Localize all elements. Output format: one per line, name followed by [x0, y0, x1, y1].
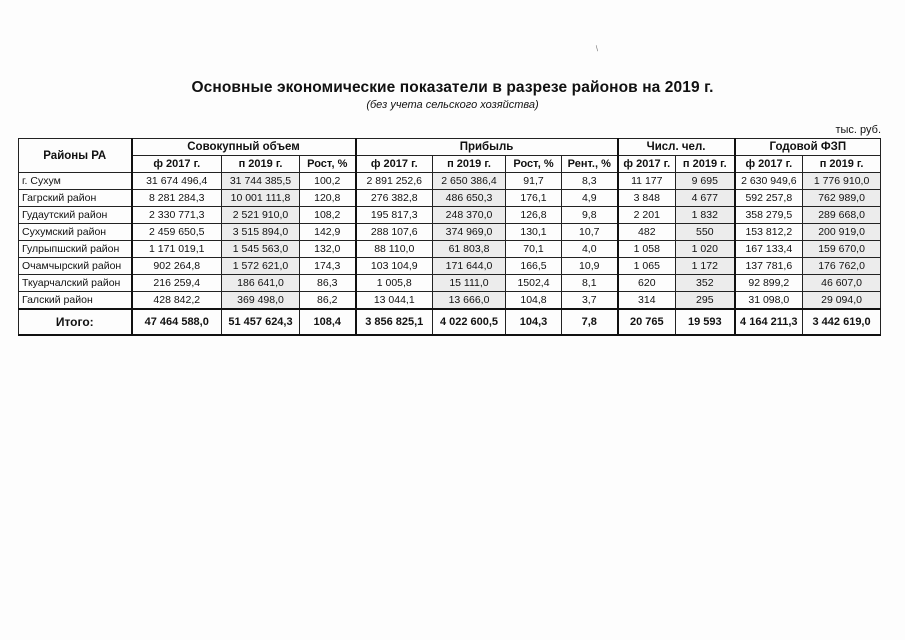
region-name: г. Сухум [19, 173, 132, 190]
cell-vg: 108,2 [300, 207, 356, 224]
cell-s17: 482 [618, 224, 676, 241]
table-row [19, 224, 881, 241]
cell-v19: 2 521 910,0 [222, 207, 300, 224]
cell-f17: 167 133,4 [735, 241, 803, 258]
cell-pg: 176,1 [506, 190, 562, 207]
group-payroll: Годовой ФЗП [735, 139, 881, 156]
total-row [19, 309, 881, 335]
col-staff-p2019: п 2019 г. [676, 156, 735, 173]
cell-p19: 486 650,3 [433, 190, 506, 207]
cell-v17: 8 281 284,3 [132, 190, 222, 207]
cell-pr: 10,7 [562, 224, 618, 241]
col-volume-f2017: ф 2017 г. [132, 156, 222, 173]
cell-f19: 200 919,0 [803, 224, 881, 241]
cell-pr: 8,3 [562, 173, 618, 190]
cell-pg: 91,7 [506, 173, 562, 190]
cell-v19: 1 572 621,0 [222, 258, 300, 275]
table-row [19, 190, 881, 207]
col-payroll-f2017: ф 2017 г. [735, 156, 803, 173]
cell-pg: 126,8 [506, 207, 562, 224]
col-profit-growth: Рост, % [506, 156, 562, 173]
cell-p19: 13 666,0 [433, 292, 506, 309]
region-name: Сухумский район [19, 224, 132, 241]
cell-f17: 31 098,0 [735, 292, 803, 309]
cell-f19: 159 670,0 [803, 241, 881, 258]
cell-f17: 358 279,5 [735, 207, 803, 224]
cell-p19: 61 803,8 [433, 241, 506, 258]
col-payroll-p2019: п 2019 г. [803, 156, 881, 173]
cell-v17: 428 842,2 [132, 292, 222, 309]
cell-vg: 174,3 [300, 258, 356, 275]
document-subtitle: (без учета сельского хозяйства) [366, 99, 539, 111]
cell-v17: 2 330 771,3 [132, 207, 222, 224]
cell-p17: 276 382,8 [356, 190, 433, 207]
cell-p17: 88 110,0 [356, 241, 433, 258]
table-body [19, 173, 881, 335]
col-region: Районы РА [19, 139, 132, 173]
col-profit-f2017: ф 2017 г. [356, 156, 433, 173]
col-volume-growth: Рост, % [300, 156, 356, 173]
cell-pr: 10,9 [562, 258, 618, 275]
cell-f19: 46 607,0 [803, 275, 881, 292]
cell-p17: 3 856 825,1 [356, 309, 433, 335]
cell-p17: 13 044,1 [356, 292, 433, 309]
cell-pg: 70,1 [506, 241, 562, 258]
cell-s19: 295 [676, 292, 735, 309]
cell-pg: 1502,4 [506, 275, 562, 292]
cell-p17: 2 891 252,6 [356, 173, 433, 190]
cell-p19: 374 969,0 [433, 224, 506, 241]
cell-vg: 132,0 [300, 241, 356, 258]
region-name: Итого: [19, 309, 132, 335]
cell-p19: 4 022 600,5 [433, 309, 506, 335]
cell-f17: 153 812,2 [735, 224, 803, 241]
document-title: Основные экономические показатели в разрезе районов на 2019 г. [191, 79, 714, 96]
cell-f19: 289 668,0 [803, 207, 881, 224]
cell-s17: 620 [618, 275, 676, 292]
cell-f17: 92 899,2 [735, 275, 803, 292]
group-staff: Числ. чел. [618, 139, 735, 156]
cell-pg: 166,5 [506, 258, 562, 275]
cell-s19: 19 593 [676, 309, 735, 335]
cell-s19: 1 832 [676, 207, 735, 224]
cell-s17: 314 [618, 292, 676, 309]
cell-p17: 195 817,3 [356, 207, 433, 224]
table-row [19, 207, 881, 224]
cell-s19: 1 172 [676, 258, 735, 275]
table-row [19, 275, 881, 292]
col-volume-p2019: п 2019 г. [222, 156, 300, 173]
cell-f19: 29 094,0 [803, 292, 881, 309]
cell-pr: 7,8 [562, 309, 618, 335]
cell-pg: 104,8 [506, 292, 562, 309]
cell-p17: 288 107,6 [356, 224, 433, 241]
cell-v19: 1 545 563,0 [222, 241, 300, 258]
cell-v19: 3 515 894,0 [222, 224, 300, 241]
col-profit-rent: Рент., % [562, 156, 618, 173]
cell-v17: 216 259,4 [132, 275, 222, 292]
cell-v17: 31 674 496,4 [132, 173, 222, 190]
table-row [19, 173, 881, 190]
cell-vg: 86,2 [300, 292, 356, 309]
col-profit-p2019: п 2019 г. [433, 156, 506, 173]
cell-v19: 186 641,0 [222, 275, 300, 292]
cell-pg: 130,1 [506, 224, 562, 241]
cell-f19: 1 776 910,0 [803, 173, 881, 190]
cell-s17: 3 848 [618, 190, 676, 207]
cell-p19: 2 650 386,4 [433, 173, 506, 190]
cell-p19: 171 644,0 [433, 258, 506, 275]
cell-v17: 47 464 588,0 [132, 309, 222, 335]
cell-s19: 9 695 [676, 173, 735, 190]
cell-s17: 20 765 [618, 309, 676, 335]
indicators-table [18, 138, 881, 336]
cell-p17: 103 104,9 [356, 258, 433, 275]
cell-f17: 2 630 949,6 [735, 173, 803, 190]
cell-v19: 51 457 624,3 [222, 309, 300, 335]
cell-s19: 550 [676, 224, 735, 241]
region-name: Ткуарчалский район [19, 275, 132, 292]
cell-s19: 4 677 [676, 190, 735, 207]
cell-p19: 248 370,0 [433, 207, 506, 224]
cell-s17: 2 201 [618, 207, 676, 224]
cell-s17: 11 177 [618, 173, 676, 190]
cell-pr: 9,8 [562, 207, 618, 224]
cell-s17: 1 058 [618, 241, 676, 258]
cell-f17: 4 164 211,3 [735, 309, 803, 335]
table-row [19, 258, 881, 275]
cell-p19: 15 111,0 [433, 275, 506, 292]
cell-v19: 31 744 385,5 [222, 173, 300, 190]
group-profit: Прибыль [356, 139, 618, 156]
cell-v17: 1 171 019,1 [132, 241, 222, 258]
cell-pr: 3,7 [562, 292, 618, 309]
cell-v17: 902 264,8 [132, 258, 222, 275]
cell-f19: 176 762,0 [803, 258, 881, 275]
cell-vg: 86,3 [300, 275, 356, 292]
cell-f19: 762 989,0 [803, 190, 881, 207]
cell-vg: 108,4 [300, 309, 356, 335]
cell-v17: 2 459 650,5 [132, 224, 222, 241]
unit-label: тыс. руб. [835, 124, 881, 136]
region-name: Очамчырский район [19, 258, 132, 275]
region-name: Гагрский район [19, 190, 132, 207]
cell-vg: 100,2 [300, 173, 356, 190]
cell-s19: 352 [676, 275, 735, 292]
header-row-groups [19, 139, 881, 156]
cell-vg: 120,8 [300, 190, 356, 207]
cell-pg: 104,3 [506, 309, 562, 335]
region-name: Галский район [19, 292, 132, 309]
header-row-sub [19, 156, 881, 173]
cell-f17: 592 257,8 [735, 190, 803, 207]
table-row [19, 292, 881, 309]
cell-s19: 1 020 [676, 241, 735, 258]
cell-pr: 8,1 [562, 275, 618, 292]
table-row [19, 241, 881, 258]
cell-v19: 10 001 111,8 [222, 190, 300, 207]
group-volume: Совокупный объем [132, 139, 356, 156]
cell-s17: 1 065 [618, 258, 676, 275]
region-name: Гудаутский район [19, 207, 132, 224]
cell-f17: 137 781,6 [735, 258, 803, 275]
region-name: Гулрыпшский район [19, 241, 132, 258]
cell-v19: 369 498,0 [222, 292, 300, 309]
cell-pr: 4,9 [562, 190, 618, 207]
cell-p17: 1 005,8 [356, 275, 433, 292]
col-staff-f2017: ф 2017 г. [618, 156, 676, 173]
cell-vg: 142,9 [300, 224, 356, 241]
cell-pr: 4,0 [562, 241, 618, 258]
cell-f19: 3 442 619,0 [803, 309, 881, 335]
pen-mark: / [593, 44, 601, 53]
